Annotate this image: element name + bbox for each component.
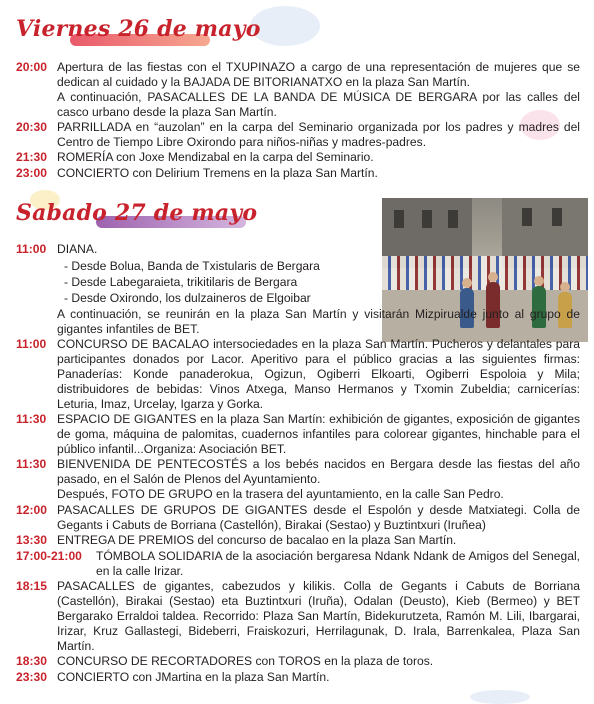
saturday-title: Sabado 27 de mayo — [16, 200, 258, 226]
event-time: 23:00 — [16, 166, 47, 180]
event-time: 11:30 — [16, 457, 47, 471]
event-time: 23:30 — [16, 670, 47, 684]
event-time: 17:00-21:00 — [16, 549, 82, 563]
event-description: PARRILLADA en “auzolan” en la carpa del Seminario organizada por los padres y madres del Centro de Tiempo Libre Oxirondo para niños-niñas y madres-padres. — [57, 120, 580, 149]
event-description: CONCURSO DE RECORTADORES con TOROS en la plaza de toros. — [57, 654, 434, 668]
schedule-item — [16, 166, 580, 181]
schedule-item — [16, 503, 580, 533]
friday-title: Viernes 26 de mayo — [16, 16, 261, 42]
background-dot — [470, 690, 530, 704]
event-time: 21:30 — [16, 150, 47, 164]
schedule-item — [16, 120, 580, 150]
event-time: 11:30 — [16, 412, 47, 426]
event-time: 20:30 — [16, 120, 47, 134]
schedule-item — [16, 337, 580, 412]
event-time: 12:00 — [16, 503, 47, 517]
event-time: 18:30 — [16, 654, 47, 668]
schedule-item — [16, 487, 580, 502]
event-description: A continuación, se reunirán en la plaza San Martín y visitarán Mizpirualde junto al grupo de gigantes infantiles de BET. — [57, 307, 580, 336]
event-description: PASACALLES DE GRUPOS DE GIGANTES desde el Espolón y desde Matxiategi. Colla de Gegants i Cabuts de Borriana (Castellón), Birakai (Sestao) y Buztintxuri (Iruñea) — [57, 503, 580, 532]
event-description: PASACALLES de gigantes, cabezudos y kilikis. Colla de Gegants i Cabuts de Borriana (Castellón), Birakai (Sestao) eta Buztintxuri (Iruña), Odalan (Deusto), Kieb (Bermeo) y BET Bergarako Erraldoi taldea. Recorrido: Plaza San Martín, Bidekurutzeta, Ramón M. Lili, Ibargarai, Irizar, Kruz Gallastegi, Bideberri, Fraiskozuri, Herrilagunak, D. Irala, Barrenkalea, Plaza San Martín. — [57, 579, 580, 653]
event-description: A continuación, PASACALLES DE LA BANDA DE MÚSICA DE BERGARA por las calles del casco urbano desde la plaza San Martín. — [57, 90, 580, 119]
event-description: CONCURSO DE BACALAO intersociedades en la plaza San Martín. Pucheros y delantales para participantes donados por Lacor. Aperitivo para el público gracias a las siguientes firmas: Panaderías: Konde panaderokua, Ogizun, Ogiberri Elkoarti, Ogiberri Espoloia y Mila; distribuidores de bebidas: Vinos Atxega, Manso Hermanos y Txomin Zubeldia; carnicerías: Leturia, Imaz, Urcelay, Igarza y Gorka. — [57, 337, 580, 411]
schedule-item — [16, 579, 580, 654]
list-item: - Desde Oxirondo, los dulzaineros de Elgoibar — [64, 291, 311, 305]
schedule-item — [16, 457, 580, 487]
event-description: CONCIERTO con JMartina en la plaza San Martín. — [57, 670, 330, 684]
schedule-item — [16, 60, 580, 90]
schedule-item — [16, 150, 580, 165]
event-description: TÓMBOLA SOLIDARIA de la asociación bergaresa Ndank Ndank de Amigos del Senegal, en la calle Irizar. — [96, 549, 580, 578]
schedule-item — [16, 670, 580, 685]
event-description: DIANA. — [57, 242, 98, 256]
event-description: ROMERÍA con Joxe Mendizabal en la carpa del Seminario. — [57, 150, 374, 164]
event-description: ENTREGA DE PREMIOS del concurso de bacalao en la plaza San Martín. — [57, 533, 457, 547]
schedule-item — [16, 412, 580, 457]
event-description: ESPACIO DE GIGANTES en la plaza San Martín: exhibición de gigantes, exposición de gigantes de goma, máquina de palomitas, cuadernos infantiles para colorear gigantes, hinchable para el público infantil...Organiza: Asociación BET. — [57, 412, 580, 456]
event-time: 13:30 — [16, 533, 47, 547]
event-time: 11:00 — [16, 337, 47, 351]
event-time: 18:15 — [16, 579, 47, 593]
schedule-item — [16, 90, 580, 120]
schedule-item — [16, 549, 580, 579]
event-description: BIENVENIDA DE PENTECOSTÉS a los bebés nacidos en Bergara desde las fiestas del año pasado, en el Salón de Plenos del Ayuntamiento. — [57, 457, 580, 486]
event-description: Después, FOTO DE GRUPO en la trasera del ayuntamiento, en la calle San Pedro. — [57, 487, 504, 501]
event-time: 20:00 — [16, 60, 47, 74]
schedule-item — [16, 533, 580, 548]
event-time: 11:00 — [16, 242, 47, 256]
list-item: - Desde Labegaraieta, trikitilaris de Bergara — [64, 275, 298, 289]
event-description: Apertura de las fiestas con el TXUPINAZO a cargo de una representación de mujeres que se dedican al cuidado y la BAJADA DE BITORIANATXO en la plaza San Martín. — [57, 60, 580, 89]
schedule-item — [16, 242, 380, 257]
event-description: CONCIERTO con Delirium Tremens en la plaza San Martín. — [57, 166, 378, 180]
list-item: - Desde Bolua, Banda de Txistularis de Bergara — [64, 259, 320, 273]
schedule-item — [16, 654, 580, 669]
